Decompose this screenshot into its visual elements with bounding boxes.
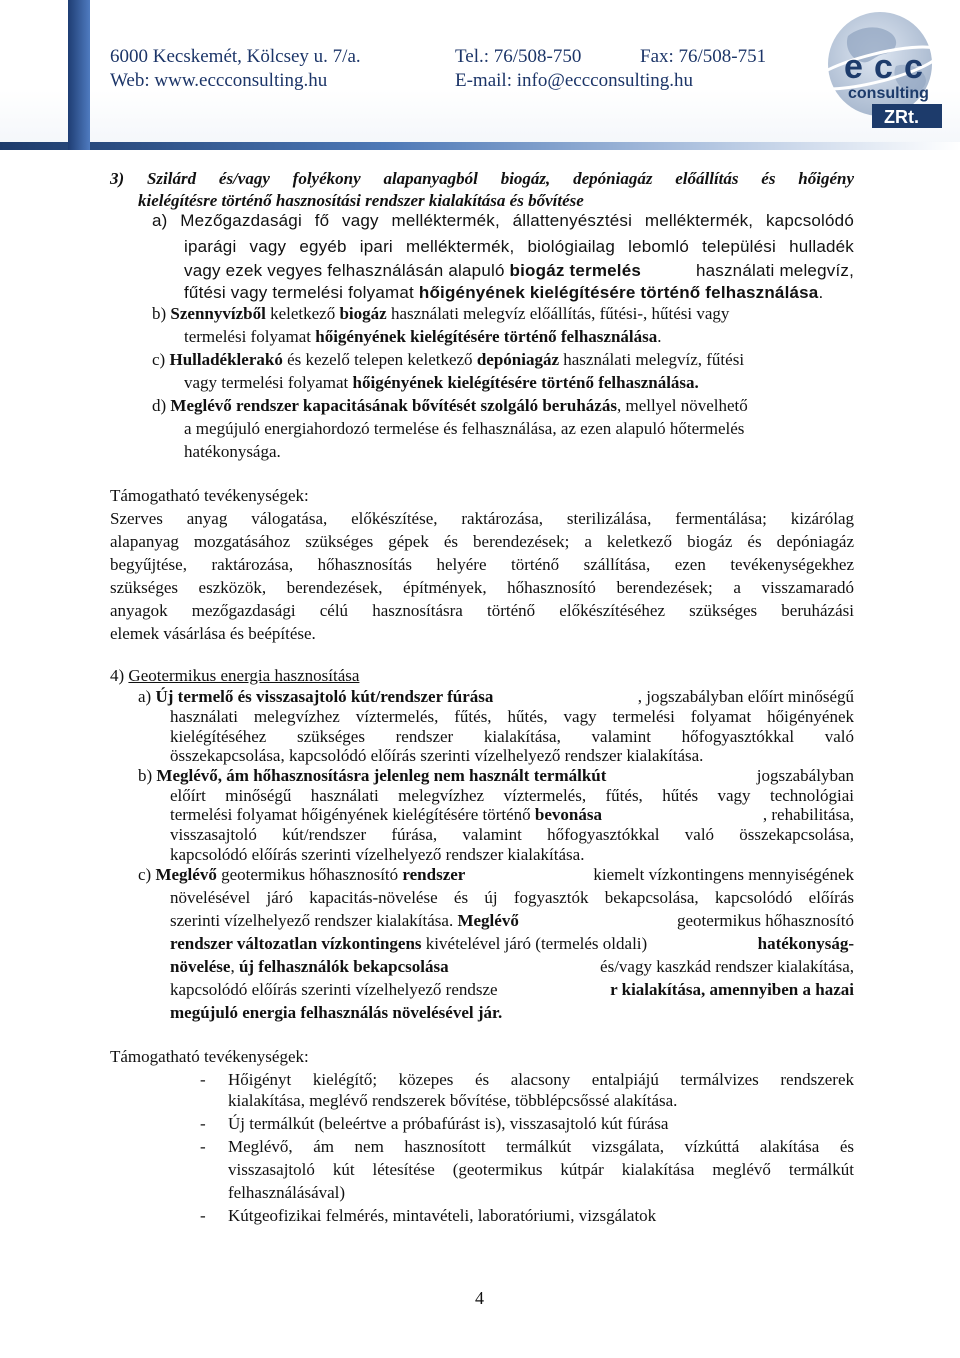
list-item-4: Kútgeofizikai felmérés, mintavételi, laboratóriumi, vizsgálatok: [228, 1206, 657, 1225]
section4-c-line2: növelésével járó kapacitás-növelése és új fogyasztók bekapcsolása, kapcsolódó előírás: [170, 888, 854, 907]
company-web: Web: www.eccconsulting.hu: [110, 70, 328, 91]
list-dash: -: [200, 1114, 206, 1133]
section3-support-line4: szükséges eszközök, berendezések, építmények, hőhasznosító berendezések; a visszamaradó: [110, 578, 854, 597]
section3-support-line2: alapanyag mozgatásához szükséges gépek és berendezések; a keletkező biogáz és depóniagáz: [110, 532, 854, 551]
svg-text:c: c: [874, 48, 893, 86]
letterhead-accent-bar: [68, 0, 90, 150]
section3-d-line1: d) Meglévő rendszer kapacitásának bővítését szolgáló beruházás, mellyel növelhető: [152, 396, 748, 415]
section3-c-line1: c) Hulladéklerakó és kezelő telepen keletkező depóniagáz használati melegvíz, fűtési: [152, 350, 745, 369]
section4-b-line3: termelési folyamat hőigényének kielégítésére történő bevonása , rehabilitása,: [170, 805, 854, 824]
list-dash: -: [200, 1206, 206, 1225]
section4-b-line1: b) Meglévő, ám hőhasznosításra jelenleg nem használt termálkút jogszabályban: [138, 766, 854, 785]
section4-support-title: Támogatható tevékenységek:: [110, 1047, 309, 1066]
section4-a-line1: a) Új termelő és visszasajtoló kút/rendszer fúrása , jogszabályban előírt minőségű: [138, 687, 854, 706]
section4-c-line6: kapcsolódó előírás szerinti vízelhelyező rendsze r kialakítása, amennyiben a hazai: [170, 980, 854, 999]
section3-support-line5: anyagok mezőgazdasági célú hasznosításra történő előkészítéséhez szükséges beruházási: [110, 601, 854, 620]
section4-title: 4) Geotermikus energia hasznosítása: [110, 666, 360, 685]
section3-a-line3: vagy ezek vegyes felhasználásán alapuló biogáz termelés használati melegvíz,: [184, 261, 854, 280]
list-item-1-line2: kialakítása, meglévő rendszerek bővítése, többlépcsőssé alakítása.: [228, 1091, 678, 1110]
section4-c-line3: szerinti vízelhelyező rendszer kialakítása. Meglévő geotermikus hőhasznosító: [170, 911, 854, 930]
company-tel: Tel.: 76/508-750: [455, 46, 582, 67]
list-item-2: Új termálkút (beleértve a próbafúrást is), visszasajtoló kút fúrása: [228, 1114, 669, 1133]
section3-a-line2: iparági vagy egyéb ipari melléktermék, biológiailag lebomló települési hulladék: [184, 237, 854, 256]
section3-c-line2: vagy termelési folyamat hőigényének kielégítésére történő felhasználása.: [184, 373, 699, 392]
section3-b-line1: b) Szennyvízből keletkező biogáz használati melegvíz előállítás, fűtési-, hűtési vagy: [152, 304, 730, 323]
svg-text:ZRt.: ZRt.: [884, 107, 919, 127]
list-item-1-line1: Hőigényt kielégítő; közepes és alacsony entalpiájú termálvizes rendszerek: [228, 1070, 854, 1089]
section3-d-line2: a megújuló energiahordozó termelése és felhasználása, az ezen alapuló hőtermelés: [184, 419, 745, 438]
section4-b-line5: kapcsolódó előírás szerinti vízelhelyező rendszer kialakítása.: [170, 845, 585, 864]
section4-c-line5: növelése, új felhasználók bekapcsolása és/vagy kaszkád rendszer kialakítása,: [170, 957, 854, 976]
section4-b-line4: visszasajtoló kút/rendszer fúrása, valamint hőfogyasztókkal való összekapcsolása,: [170, 825, 854, 844]
list-item-3-line1: Meglévő, ám nem hasznosított termálkút vizsgálata, vízkúttá alakítása és: [228, 1137, 854, 1156]
section4-c-line4: rendszer változatlan vízkontingens kivételével járó (termelés oldali) hatékonyság-: [170, 934, 854, 953]
section3-title-line2: kielégítésre történő hasznosítási rendszer kialakítása és bővítése: [138, 191, 584, 210]
list-dash: -: [200, 1137, 206, 1156]
ecc-consulting-logo: [800, 6, 950, 134]
section4-a-line4: összekapcsolása, kapcsolódó előírás szerinti vízelhelyező rendszer kialakítása.: [170, 746, 704, 765]
company-address: 6000 Kecskemét, Kölcsey u. 7/a.: [110, 46, 361, 67]
svg-text:e: e: [844, 48, 863, 86]
section3-support-title: Támogatható tevékenységek:: [110, 486, 309, 505]
section3-a-line4: fűtési vagy termelési folyamat hőigényének kielégítésére történő felhasználása.: [184, 283, 824, 302]
list-item-3-line2: visszasajtoló kút létesítése (geotermikus kútpár kialakítása meglévő termálkút: [228, 1160, 854, 1179]
section3-b-line2: termelési folyamat hőigényének kielégítésére történő felhasználása.: [184, 327, 662, 346]
section4-b-line2: előírt minőségű használati melegvízhez víztermelés, fűtés, hűtés vagy technológiai: [170, 786, 854, 805]
section4-c-line7: megújuló energia felhasználás növelésével jár.: [170, 1003, 503, 1022]
section4-c-line1: c) Meglévő geotermikus hőhasznosító rendszer kiemelt vízkontingens mennyiségének: [138, 865, 854, 884]
company-fax: Fax: 76/508-751: [640, 46, 767, 67]
section3-support-line1: Szerves anyag válogatása, előkészítése, raktározása, sterilizálása, fermentálása; kizárólag: [110, 509, 854, 528]
section4-a-line3: kielégítéséhez szükséges rendszer kialakítása, valamint hőfogyasztókkal való: [170, 727, 854, 746]
company-email: E-mail: info@eccconsulting.hu: [455, 70, 694, 91]
list-dash: -: [200, 1070, 206, 1089]
svg-text:consulting: consulting: [848, 85, 929, 102]
page-number: 4: [475, 1288, 484, 1308]
section4-a-line2: használati melegvízhez víztermelés, fűtés, hűtés, vagy termelési folyamat hőigényének: [170, 707, 854, 726]
section3-support-line3: begyűjtése, raktározása, hőhasznosítás helyére történő szállítása, ezen tevékenységekhez: [110, 555, 854, 574]
list-item-3-line3: felhasználásával): [228, 1183, 346, 1202]
section3-support-line6: elemek vásárlása és beépítése.: [110, 624, 316, 643]
section3-d-line3: hatékonysága.: [184, 442, 281, 461]
section3-a-line1: a) Mezőgazdasági fő vagy melléktermék, állattenyésztési melléktermék, kapcsolódó: [152, 211, 854, 230]
section3-title-line1: 3) Szilárd és/vagy folyékony alapanyagból biogáz, depóniagáz előállítás és hőigény: [110, 169, 854, 188]
svg-text:c: c: [904, 48, 923, 86]
